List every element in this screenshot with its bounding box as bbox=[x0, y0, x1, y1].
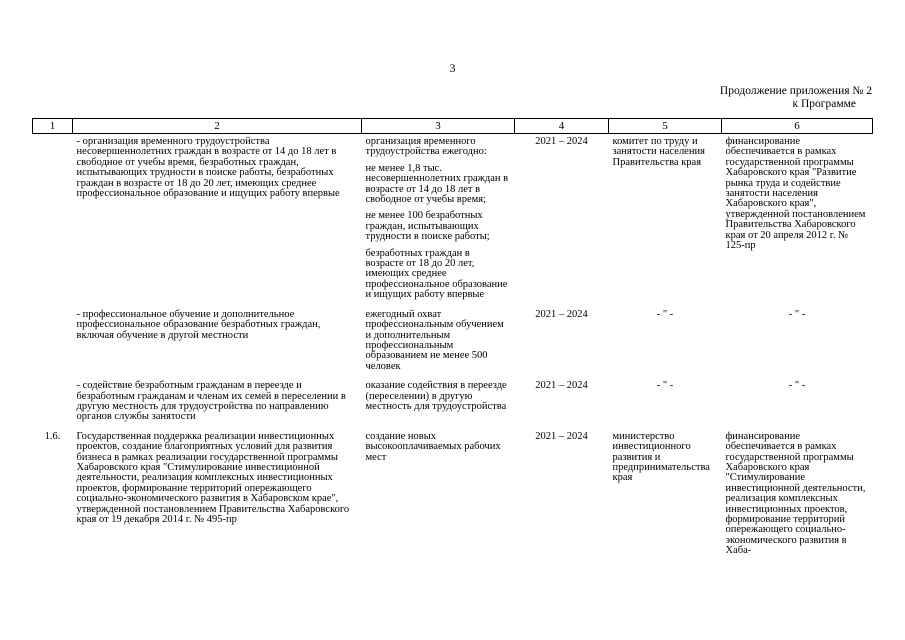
result-line: организация временного трудоустройства ежегодно: bbox=[365, 136, 487, 158]
executor-cell: министерство инвестиционного развития и предпринимательства края bbox=[612, 430, 710, 484]
financing-cell: - " - bbox=[788, 380, 806, 392]
column-header: 3 bbox=[362, 119, 515, 134]
continuation-note bbox=[720, 85, 872, 111]
page-number: 3 bbox=[449, 61, 456, 75]
program-table bbox=[32, 118, 873, 563]
results-cell bbox=[362, 134, 515, 307]
column-header: 4 bbox=[515, 119, 609, 134]
financing-cell: - " - bbox=[788, 308, 806, 320]
table-row bbox=[33, 307, 873, 378]
result-line: ежегодный охват профессиональным обучением и дополнительным профессиональным образованием не менее 500 человек bbox=[365, 308, 504, 372]
row-number bbox=[33, 307, 73, 378]
column-header: 6 bbox=[722, 119, 873, 134]
results-cell bbox=[362, 307, 515, 378]
row-number bbox=[33, 378, 73, 429]
executor-cell: - " - bbox=[656, 308, 674, 320]
measure-cell: - профессиональное обучение и дополнительное профессиональное образование безработных граждан, включая обучение в другой местности bbox=[76, 308, 321, 341]
period-cell: 2021 – 2024 bbox=[535, 308, 588, 320]
period-cell: 2021 – 2024 bbox=[535, 380, 588, 392]
row-number: 1.6. bbox=[44, 430, 61, 442]
column-header: 2 bbox=[73, 119, 362, 134]
table-row bbox=[33, 134, 873, 307]
table-row bbox=[33, 378, 873, 429]
continuation-line-2: к Программе bbox=[792, 98, 856, 110]
row-number bbox=[33, 134, 73, 307]
period-cell: 2021 – 2024 bbox=[535, 136, 588, 147]
column-header: 5 bbox=[609, 119, 722, 134]
results-cell bbox=[362, 378, 515, 429]
result-line: оказание содействия в переезде (переселении) в другую местность для трудоустройства bbox=[365, 380, 507, 412]
table-header-row bbox=[33, 119, 873, 134]
measure-cell: - организация временного трудоустройства несовершеннолетних граждан в возрасте от 14 до 18 лет в свободное от учебы время, безработных граждан, испытывающих трудности в поиске работы, безработных граждан в возрасте от 18 до 20 лет, имеющих среднее профессиональное образование и ищущих работу впервые bbox=[76, 136, 340, 200]
financing-cell: финансирование обеспечивается в рамках государственной программы Хабаровского края "Развитие рынка труда и содействие занятости населения Хабаровского края", утвержденной постановлением Правительства Хабаровского края от 20 апреля 2012 г. № 125-пр bbox=[725, 136, 866, 252]
measure-cell: Государственная поддержка реализации инвестиционных проектов, создание благоприятных условий для развития бизнеса в рамках реализации государственной программы Хабаровского края "Стимулирование инвестиционной деятельности, реализация комплексных инвестиционных проектов, формирование территорий опережающего социально-экономического развития в Хабаровском крае", утвержденной постановлением Правительства Хабаровского края от 19 декабря 2014 г. № 495-пр bbox=[76, 430, 350, 525]
result-line: безработных граждан в возрасте от 18 до 20 лет, имеющих среднее профессиональное образование и ищущих работу впервые bbox=[365, 247, 508, 301]
table-row bbox=[33, 429, 873, 563]
result-line: не менее 1,8 тыс. несовершеннолетних граждан в возрасте от 14 до 18 лет в свободное от учебы время; bbox=[365, 162, 509, 206]
result-line: не менее 100 безработных граждан, испытывающих трудности в поиске работы; bbox=[365, 210, 490, 243]
column-header: 1 bbox=[33, 119, 73, 134]
executor-cell: комитет по труду и занятости населения Правительства края bbox=[612, 136, 705, 168]
measure-cell: - содействие безработным гражданам в переезде и безработным гражданам и членам их семей в переселении в другую местность для трудоустройства по направлению органов службы занятости bbox=[76, 380, 346, 423]
financing-cell: финансирование обеспечивается в рамках государственной программы Хабаровского края "Стимулирование инвестиционной деятельности, реализация комплексных инвестиционных проектов, формирование территорий опережающего социально-экономического развития в Хаба- bbox=[725, 430, 866, 557]
executor-cell: - " - bbox=[656, 380, 674, 392]
result-line: создание новых высокооплачиваемых рабочих мест bbox=[365, 430, 501, 463]
continuation-line-1: Продолжение приложения № 2 bbox=[719, 85, 872, 97]
results-cell bbox=[362, 429, 515, 563]
period-cell: 2021 – 2024 bbox=[535, 430, 588, 442]
